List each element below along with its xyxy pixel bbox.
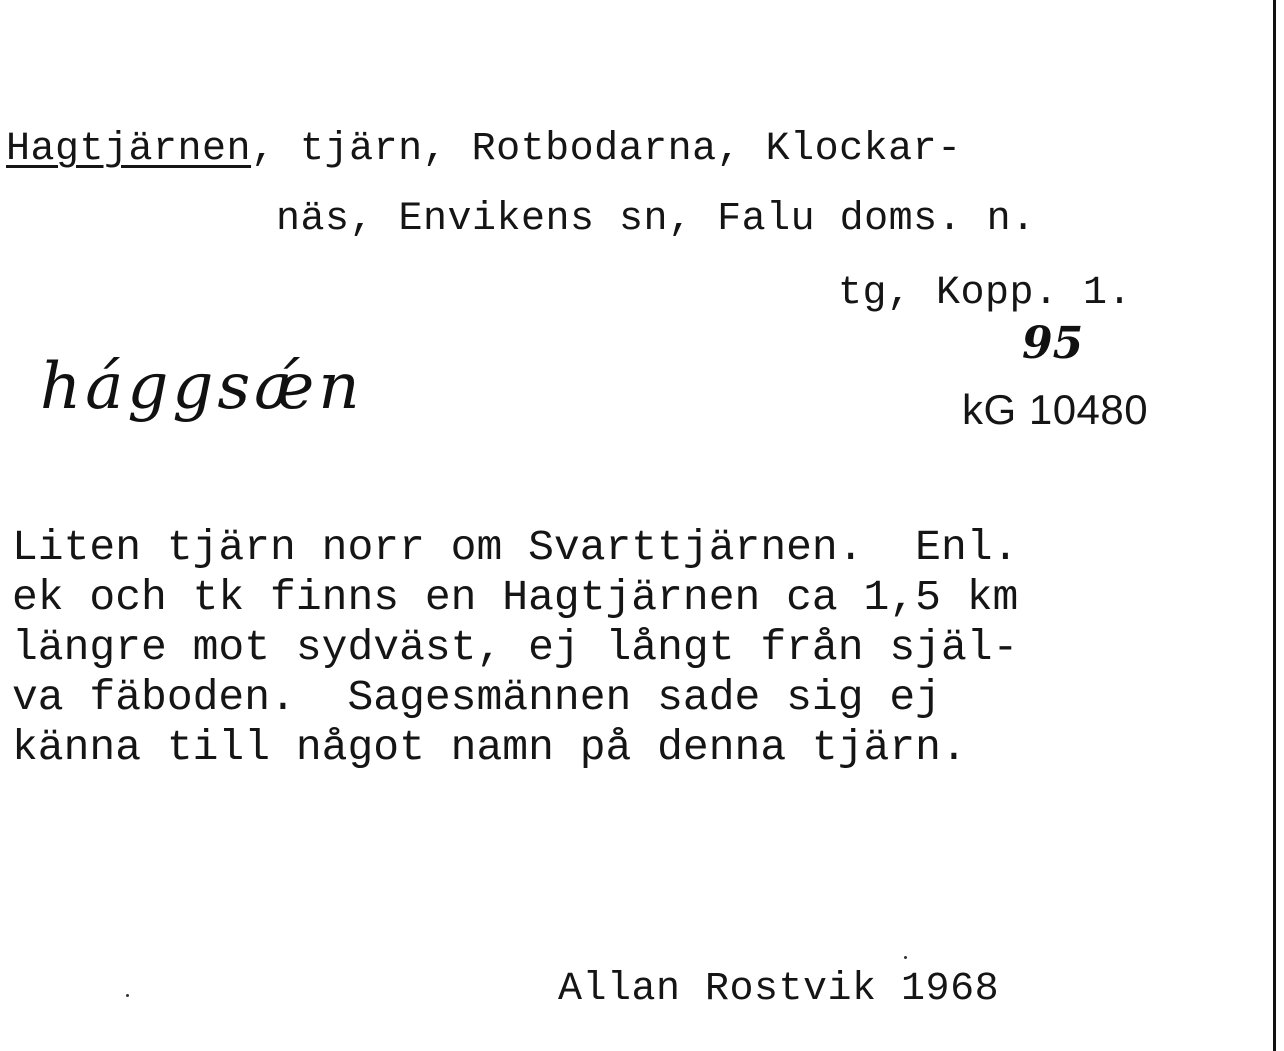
signature: Allan Rostvik 1968 <box>558 967 1000 1012</box>
card-edge-line <box>1273 0 1276 1051</box>
reference-code: kG 10480 <box>962 386 1149 433</box>
scan-speck <box>904 956 907 959</box>
body-line-1: Liten tjärn norr om Svarttjärnen. Enl. <box>12 523 1019 572</box>
header-line-2: näs, Envikens sn, Falu doms. n. <box>276 197 1036 242</box>
body-line-4: va fäboden. Sagesmännen sade sig ej <box>12 673 941 722</box>
pronunciation-handwritten: hággsǽn <box>40 350 364 424</box>
header-line-1 <box>6 126 962 174</box>
header-line-3: tg, Kopp. 1. <box>838 271 1133 316</box>
body-line-2: ek och tk finns en Hagtjärnen ca 1,5 km <box>12 573 1019 622</box>
header-line-1-rest: , tjärn, Rotbodarna, Klockar- <box>251 127 962 172</box>
body-line-3: längre mot sydväst, ej långt från själ- <box>12 623 1019 672</box>
handwritten-number: 95 <box>1022 318 1084 369</box>
body-line-5: känna till något namn på denna tjärn. <box>12 723 967 772</box>
scan-speck <box>126 994 129 997</box>
headword: Hagtjärnen <box>6 127 252 172</box>
